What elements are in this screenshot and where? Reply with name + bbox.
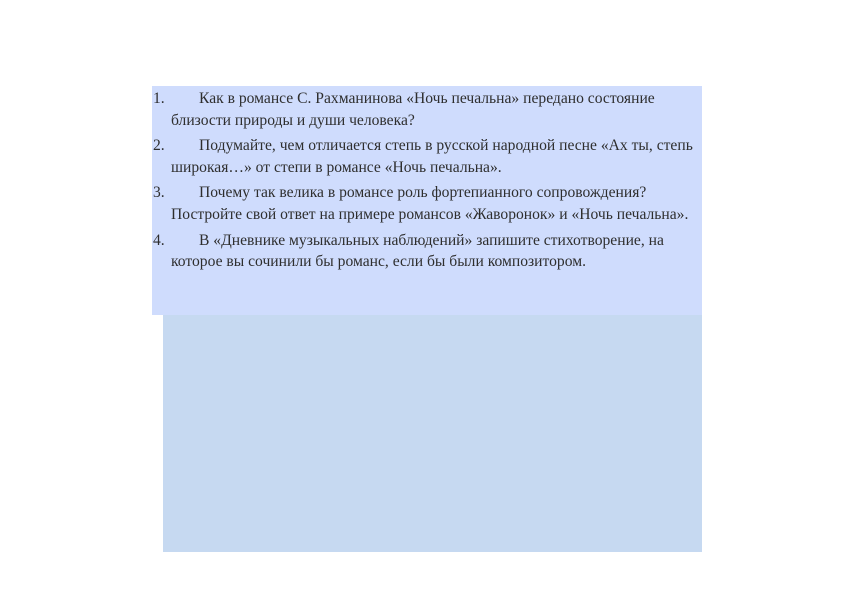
question-number: 1. [153, 90, 165, 107]
question-item [152, 135, 702, 178]
question-item [152, 230, 702, 273]
question-number: 3. [153, 184, 165, 202]
question-number: 2. [153, 137, 165, 155]
question-text: Почему так велика в романсе роль фортепианного сопровождения? Постройте свой ответ на примере романсов «Жаворонок» и «Ночь печальна». [171, 184, 689, 223]
question-text: Подумайте, чем отличается степь в русской народной песне «Ах ты, степь широкая…» от степи в романсе «Ночь печальна». [171, 137, 693, 176]
question-text: Как в романсе С. Рахманинова «Ночь печальна» передано состояние близости природы и души человека? [171, 90, 655, 129]
questions-list [152, 86, 702, 315]
question-item [152, 182, 702, 225]
question-text: В «Дневнике музыкальных наблюдений» запишите стихотворение, на которое вы сочинили бы романс, если бы были композитором. [171, 231, 664, 271]
question-number: 4. [153, 231, 165, 249]
question-item [152, 88, 702, 131]
